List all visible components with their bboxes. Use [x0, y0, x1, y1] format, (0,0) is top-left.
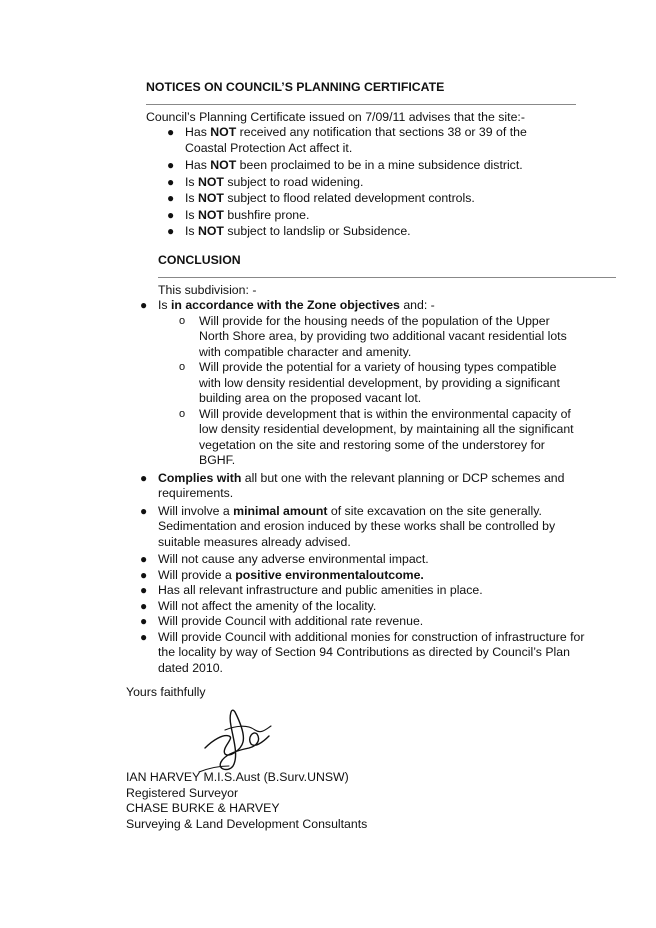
list-item: ● Is NOT subject to landslip or Subsidence. [167, 224, 411, 238]
bullet-icon: ● [167, 207, 175, 222]
list-item: ● Will not affect the amenity of the locality. [140, 598, 377, 613]
bullet-icon: ● [167, 224, 175, 238]
closing-text: Yours faithfully [126, 685, 206, 699]
signatory-role: Registered Surveyor [126, 785, 239, 800]
bullet-icon: ● [140, 567, 148, 582]
bullet-icon: ● [140, 629, 148, 644]
notices-divider [146, 104, 576, 105]
circle-bullet-icon: o [179, 407, 186, 420]
notices-intro: Council’s Planning Certificate issued on 7/09/11 advises that the site:- [146, 110, 525, 124]
firm-name: CHASE BURKE & HARVEY [126, 801, 280, 815]
signatory-name: IAN HARVEY M.I.S.Aust (B.Surv.UNSW) [126, 770, 349, 784]
list-item: ● Will provide Council with additional rate revenue. [140, 614, 424, 628]
bullet-icon: ● [140, 614, 148, 628]
bullet-icon: ● [140, 583, 148, 597]
conclusion-body [140, 298, 588, 676]
conclusion-intro: This subdivision: - [158, 283, 257, 297]
bullet-icon: ● [167, 191, 175, 205]
circle-bullet-icon: o [179, 314, 186, 327]
firm-description: Surveying & Land Development Consultants [126, 816, 368, 831]
list-item: ● Will provide a positive environmentaloutcome. [140, 567, 424, 582]
conclusion-divider [158, 277, 616, 278]
signatory-block [126, 770, 367, 832]
bullet-icon: ● [140, 298, 148, 312]
list-item: o Will provide development that is within the environmental capacity of low density residential development, by maintaining all the significant vegetation on the site and restoring some of the understorey for BGHF. [179, 406, 574, 467]
list-item: ● Complies with all but one with the relevant planning or DCP schemes and requirements. [140, 470, 565, 500]
list-item: ● Has all relevant infrastructure and public amenities in place. [140, 583, 483, 597]
circle-bullet-icon: o [179, 361, 186, 373]
conclusion-title: CONCLUSION [158, 253, 241, 267]
list-item: ● Has NOT received any notification that sections 38 or 39 of the Coastal Protection Act affect it. [167, 125, 527, 155]
list-item: ● Is in accordance with the Zone objectives and: - [140, 298, 435, 312]
bullet-icon: ● [140, 503, 148, 518]
list-item: ● Is NOT bushfire prone. [167, 207, 310, 222]
bullet-icon: ● [167, 125, 175, 139]
list-item: ● Will not cause any adverse environmental impact. [140, 552, 429, 566]
bullet-icon: ● [140, 598, 148, 613]
list-item: ● Is NOT subject to flood related development controls. [167, 191, 475, 205]
notices-list [167, 125, 565, 240]
list-item: o Will provide for the housing needs of the population of the Upper North Shore area, by providing two additional vacant residential lots with compatible character and amenity. [179, 313, 567, 359]
signature-image [195, 700, 275, 780]
list-item: ● Has NOT been proclaimed to be in a mine subsidence district. [167, 158, 523, 172]
list-item: o Will provide the potential for a variety of housing types compatible with low density residential development, by providing a significant building area on the proposed vacant lot. [179, 360, 560, 405]
bullet-icon: ● [140, 552, 148, 566]
bullet-icon: ● [167, 158, 175, 172]
bullet-icon: ● [140, 470, 148, 485]
list-item: ● Is NOT subject to road widening. [167, 174, 364, 189]
bullet-icon: ● [167, 174, 175, 189]
notices-title: NOTICES ON COUNCIL’S PLANNING CERTIFICATE [146, 80, 445, 94]
zone-sub-list [179, 313, 574, 469]
list-item: ● Will provide Council with additional monies for construction of infrastructure for the locality by way of Section 94 Contributions as directed by Council’s Plan dated 2010. [140, 629, 585, 675]
list-item: ● Will involve a minimal amount of site excavation on the site generally. Sedimentation and erosion induced by these works shall be controlled by suitable measures already advised. [140, 503, 556, 549]
